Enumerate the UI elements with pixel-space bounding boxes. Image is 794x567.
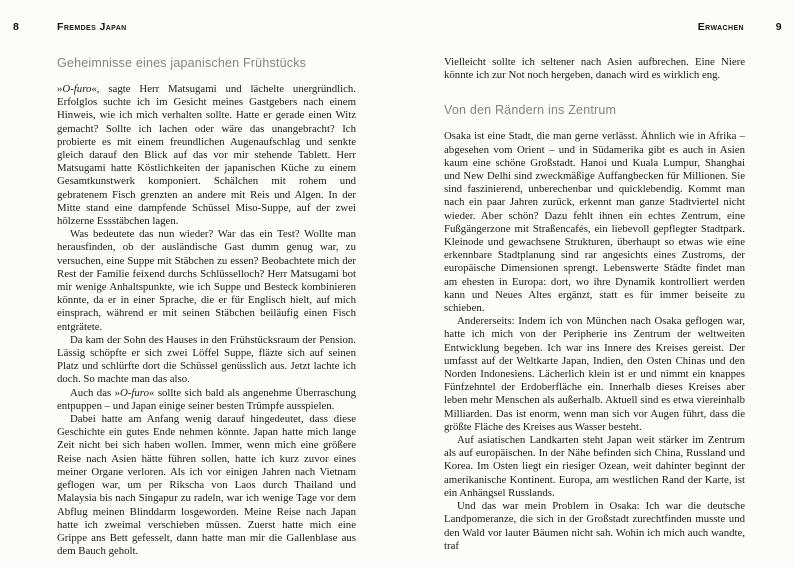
paragraph-organe-verloren: Dabei hatte am Anfang wenig darauf hingedeutet, dass diese Geschichte ein gutes Ende nehmen könnte. Japan hatte mich lange Zeit nicht bei sich haben wollen. Immer, wenn mich eine größere Reise nach Asien hätte führen sollen, hatte ich kurz zuvor eines meiner Organe verloren. Als ich vor einigen Jahren nach Vietnam geflogen war, um per Rikscha von Laos durch Thailand und Malaysia bis nach Singapur zu radeln, war ich wenige Tage vor dem Abflug meinen Blinddarm losgeworden. Meine Reise nach Japan hatte ich zweimal verschieben müssen. Zuerst hatte mich eine Grippe ans Bett gefesselt, dann hatte man mir die Gallenblase aus dem Bauch geholt. [57,413,356,558]
section-heading-left: Geheimnisse eines japanischen Frühstücks [57,56,307,70]
page-number-right: 9 [775,21,782,33]
paragraph-niere: Vielleicht sollte ich seltener nach Asien aufbrechen. Eine Niere könnte ich zur Not noch hergeben, danach wird es wirklich eng. [444,56,745,82]
section-heading-right: Von den Rändern ins Zentrum [444,103,617,118]
paragraph-text: Auch das » [70,386,121,399]
right-page [397,0,794,567]
running-head-right: Erwachen [697,21,744,33]
left-page-content [57,56,356,558]
paragraph-landpomeranze: Und das war mein Problem in Osaka: Ich war die deutsche Landpomeranze, die sich in der Großstadt zurechtfinden musste und den Wald vor lauter Bäumen nicht sah. Wohin ich mich auch wandte, traf [444,500,745,552]
paragraph-osaka: Osaka ist eine Stadt, die man gerne verlässt. Ähnlich wie in Afrika – abgesehen vom Orient – und in Südamerika gibt es auch in Asien kaum eine schöne Großstadt. Hanoi und Kuala Lumpur, Shanghai und New Delhi sind zweckmäßige Auffangbecken für Millionen. Sie sind faszinierend, unberechenbar und quicklebendig. Kommt man nach ein paar Jahren zurück, erkennt man ganze Stadtviertel nicht wieder. Aber schön? Dazu fehlt ihnen ein echtes Zentrum, eine Fußgängerzone mit Straßencafés, ein liebevoll gepflegter Stadtpark. Kleinode und gewachsene Strukturen, überhaupt so etwas wie eine erkennbare Stadtplanung sind rar angesichts eines Zustroms, der europäische Dimensionen sprengt. Lebenswerte Städte findet man am ehesten in Europa: dort, wo ihre Dynamik kontrolliert werden kann und Neues Altes ergänzt, statt es für immer beiseite zu schieben. [444,130,745,315]
paragraph-sohn-des-hauses: Da kam der Sohn des Hauses in den Frühstücksraum der Pension. Lässig schöpfte er sich zwei Löffel Suppe, fläzte sich auf seinen Platz und schlürfte dort die Schüssel genüsslich aus. Jetzt lachte ich doch. So machte man das also. [57,333,356,386]
paragraph-text: «, sagte Herr Matsugami und lächelte unergründlich. Erfolglos suchte ich im Gesicht meines Gastgebers nach einem Hinweis, wie ich mich verhalten sollte. Hatte er gerade einen Witz gemacht? Sollte ich lachen oder wäre das unangebracht? Ich probierte es mit einem freundlichen Augenaufschlag und senkte gleich darauf den Blick auf das vor mir stehende Tablett. Herr Matsugami hatte Köstlichkeiten der japanischen Küche zu einem Gesamtkunstwerk komponiert. Schälchen mit rohem und gebratenem Fisch grenzten an andere mit Reis und Algen. In der Mitte stand eine dampfende Schüssel Miso-Suppe, auf der zwei hölzerne Essstäbchen lagen. [57,83,356,228]
italic-term-ofuro: O-furo [62,83,92,95]
right-page-content [444,56,745,553]
paragraph-kreis: Andererseits: Indem ich von München nach Osaka geflogen war, hatte ich mich von der Peripherie ins Zentrum der weltweiten Entwicklung begeben. Ich war ins Innere des Kreises gereist. Der umfasst auf der Weltkarte Japan, Indien, den Osten Chinas und den Norden Indonesiens. Lächerlich klein ist er und nimmt ein knappes Fünfzehntel der Erdoberfläche ein. Innerhalb dieses Kreises aber leben mehr Menschen als außerhalb. Aktuell sind es etwa viereinhalb Milliarden. Das ist enorm, wenn man sich vor Augen führt, dass die größte Fläche des Kreises aus Wasser besteht. [444,315,745,433]
quote-open: » [57,83,63,95]
paragraph-ofuro-intro [57,83,356,228]
page-number-left: 8 [13,21,20,33]
paragraph-landkarten: Auf asiatischen Landkarten steht Japan weit stärker im Zentrum als auf europäischen. In der Nähe befinden sich China, Russland und Korea. Im Osten liegt ein riesiger Ozean, weit dahinter beginnt der amerikanische Kontinent. Europa, am westlichen Rand der Karte, ist ein Anhängsel Russlands. [444,434,745,499]
paragraph-test-question: Was bedeutete das nun wieder? War das ein Test? Wollte man herausfinden, ob der ausländische Gast dumm genug war, zu versuchen, eine Suppe mit Stäbchen zu essen? Beobachtete mich der Rest der Familie feixend durchs Schlüsselloch? Herr Matsugami bot mir wenige Anhaltspunkte, wie ich Suppe und Besteck kombinieren könnte, da er in einer Sprache, die er für Englisch hielt, auf mich einsprach, während er mit seinen Stäbchen beiläufig einen Fisch entgrätete. [57,228,356,333]
italic-term-ofuro: O-furo [120,386,150,399]
paragraph-ofuro-surprise [57,387,356,413]
running-head-left: Fremdes Japan [57,21,127,33]
paragraph-text: « sollte sich bald als angenehme Überraschung entpuppen – und Japan einige seiner besten Trümpfe ausspielen. [57,386,356,412]
